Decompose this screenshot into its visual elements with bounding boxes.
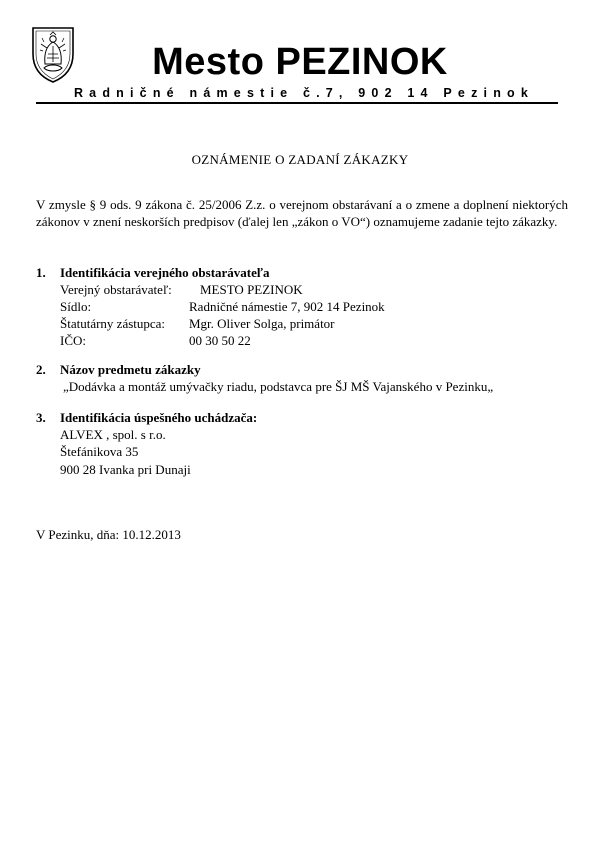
section-heading: Identifikácia úspešného uchádzača:: [60, 410, 258, 425]
section-contracting-authority: [36, 264, 576, 354]
header-divider: [36, 102, 558, 104]
section-heading: Identifikácia verejného obstarávateľa: [60, 265, 270, 280]
bidder-city: 900 28 Ivanka pri Dunaji: [60, 462, 191, 477]
section-number: 2.: [36, 362, 46, 377]
section-number: 1.: [36, 265, 46, 280]
info-row-representative: [36, 315, 576, 332]
row-label: Sídlo:: [60, 299, 92, 314]
section-heading: Názov predmetu zákazky: [60, 362, 201, 377]
city-address: Radničné námestie č.7, 902 14 Pezinok: [73, 86, 535, 100]
row-value: Radničné námestie 7, 902 14 Pezinok: [189, 299, 385, 314]
city-title: Mesto PEZINOK: [152, 41, 448, 83]
place-and-date: V Pezinku, dňa: 10.12.2013: [36, 527, 181, 542]
intro-paragraph: V zmysle § 9 ods. 9 zákona č. 25/2006 Z.z. o verejnom obstarávaní a o zmene a doplnení niektorých zákonov v znení neskorších predpisov (ďalej len „zákon o VO“) oznamujeme zadanie tejto zákazky.: [36, 197, 568, 229]
row-value: MESTO PEZINOK: [200, 282, 303, 297]
row-value: Mgr. Oliver Solga, primátor: [189, 316, 335, 331]
row-label: Štatutárny zástupca:: [60, 316, 166, 331]
bidder-name: ALVEX , spol. s r.o.: [60, 427, 166, 442]
bidder-street: Štefánikova 35: [60, 444, 139, 459]
row-label: Verejný obstarávateľ:: [60, 282, 172, 297]
document-title: OZNÁMENIE O ZADANÍ ZÁKAZKY: [191, 152, 409, 167]
section-subject: [36, 361, 576, 397]
row-value: 00 30 50 22: [189, 333, 251, 348]
info-row-seat: [36, 298, 576, 315]
row-label: IČO:: [60, 333, 86, 348]
info-row-authority: [36, 281, 576, 298]
info-row-ico: [36, 332, 576, 349]
section-successful-bidder: [36, 409, 576, 479]
section-number: 3.: [36, 410, 46, 425]
subject-line: „Dodávka a montáž umývačky riadu, podstavca pre ŠJ MŠ Vajanského v Pezinku„: [63, 379, 494, 394]
